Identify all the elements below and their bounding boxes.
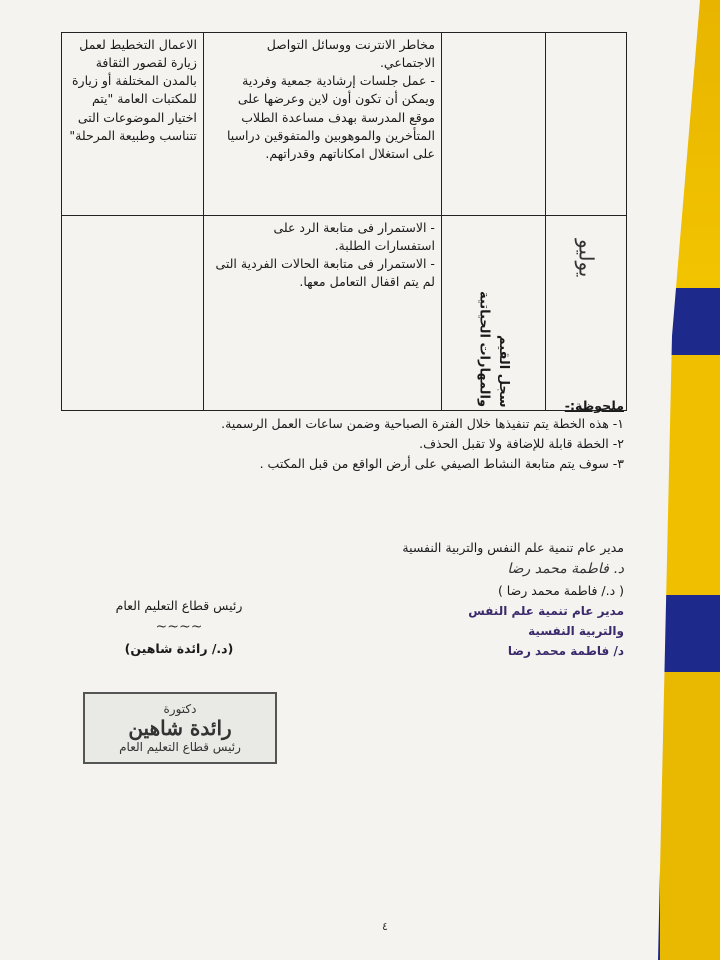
table-cell-activities	[203, 216, 441, 411]
signature-block-director	[364, 540, 624, 664]
page-number: ٤	[382, 920, 388, 933]
table-cell-empty	[441, 33, 545, 216]
signatory-name: ( د./ فاطمة محمد رضا )	[497, 583, 624, 598]
table-cell-empty	[62, 216, 204, 411]
handwritten-signature: ~~~~	[155, 619, 203, 635]
stamp-line: مدير عام تنمية علم النفس	[468, 604, 624, 618]
table-cell-month	[546, 216, 627, 411]
table-row	[62, 216, 627, 411]
signatory-name: (د./ رائدة شاهين)	[124, 641, 234, 656]
activity-text: - عمل جلسات إرشادية جمعية وفردية ويمكن أن تكون أون لاين وعرضها على موقع المدرسة بهدف مساعدة الطلاب المتأخرين والموهوبين والمتفوقين دراسيا على استغلال امكاناتهم وقدراتهم.	[227, 73, 435, 161]
activity-text: مخاطر الانترنت ووسائل التواصل الاجتماعي.	[266, 37, 435, 71]
official-stamp	[83, 692, 277, 764]
signature-block-head	[84, 598, 274, 662]
table-cell-trips: الاعمال التخطيط لعمل زيارة لقصور الثقافة بالمدن المختلفة أو زيارة للمكتبات العامة "يتم اختيار الموضوعات التى تتناسب وطبيعة المرحلة"	[62, 33, 204, 216]
signatory-title: مدير عام تنمية علم النفس والتربية النفسية	[402, 540, 624, 555]
handwritten-signature: د. فاطمة محمد رضا	[507, 561, 624, 577]
table-row	[62, 33, 627, 216]
notes-section	[104, 398, 624, 475]
signatory-title: رئيس قطاع التعليم العام	[115, 598, 243, 613]
table-cell-activities	[203, 33, 441, 216]
note-item: ١- هذه الخطة يتم تنفيذها خلال الفترة الصباحية وضمن ساعات العمل الرسمية.	[221, 416, 624, 431]
table-cell-label	[441, 216, 545, 411]
stamp-line: والتربية النفسية	[528, 624, 624, 638]
stamp-line: رائدة شاهين	[128, 716, 232, 740]
vertical-label: سجل القيم والمهارات الحياتية	[476, 290, 512, 407]
note-item: ٢- الخطة قابلة للإضافة ولا تقبل الحذف.	[419, 436, 624, 452]
stamp-line: د/ فاطمة محمد رضا	[507, 644, 624, 658]
activity-text: - الاستمرار فى متابعة الرد على استفسارات الطلبة.	[273, 220, 435, 254]
handwritten-month: يوليو	[574, 239, 599, 278]
notes-heading: ملحوظة:-	[564, 398, 624, 413]
note-item: ٣- سوف يتم متابعة النشاط الصيفي على أرض الواقع من قبل المكتب .	[259, 456, 624, 472]
activity-text: - الاستمرار فى متابعة الحالات الفردية التى لم يتم اقفال التعامل معها.	[215, 256, 435, 290]
plan-table	[61, 32, 627, 411]
table-cell-empty	[546, 33, 627, 216]
stamp-line: رئيس قطاع التعليم العام	[119, 740, 241, 754]
stamp-line: دكتورة	[163, 702, 197, 716]
